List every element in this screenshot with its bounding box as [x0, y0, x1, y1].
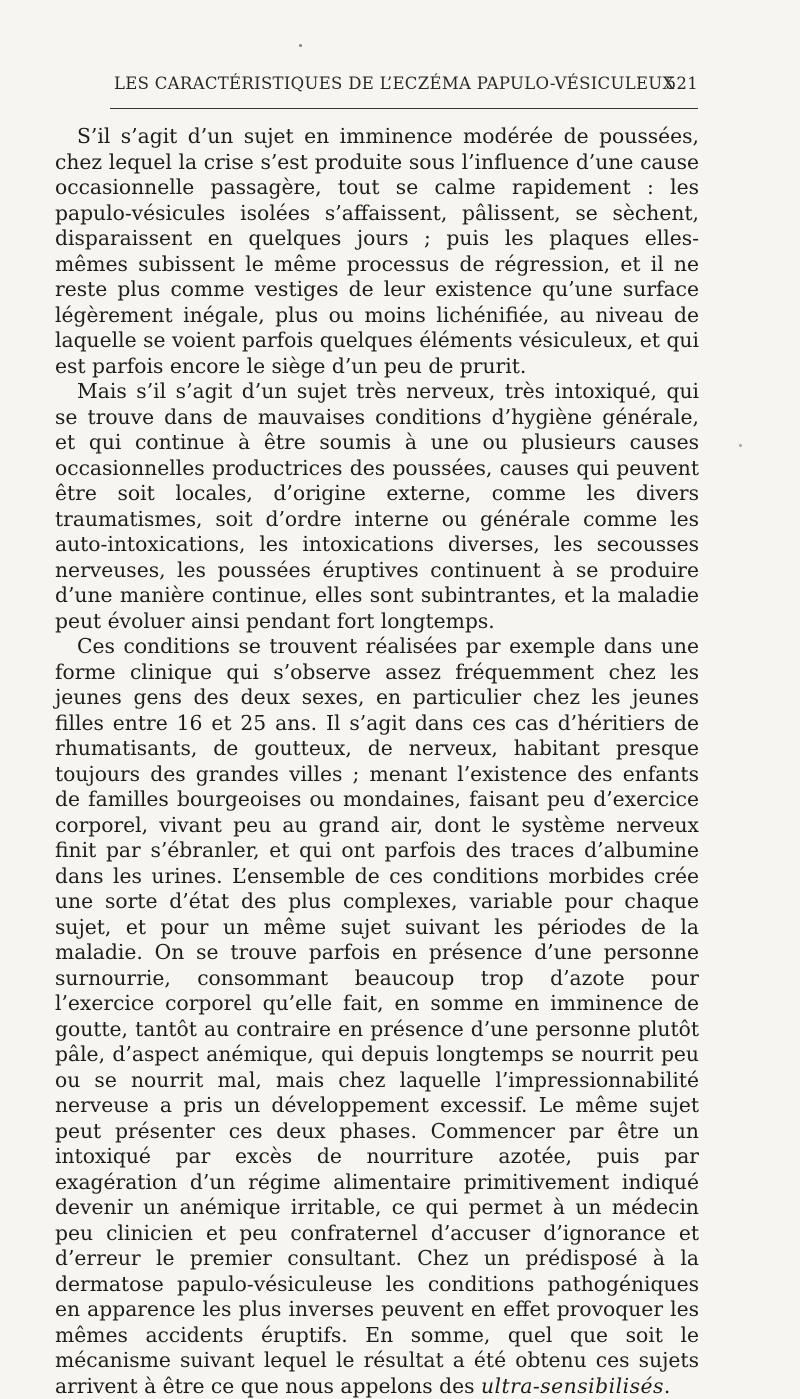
paragraph-3-text: Ces conditions se trouvent réalisées par exemple dans une forme clinique qui s’observe assez fréquemment chez les jeunes gens des deux sexes, en particulier chez les jeunes filles entre 16 et 25 ans. Il s’agit dans ces cas d’héritiers de rhumatisants, de goutteux, de nerveux, habitant presque toujours des grandes villes ; menant l’existence des enfants de familles bourgeoises ou mondaines, faisant peu d’exercice corporel, vivant peu au grand air, dont le système nerveux finit par s’ébranler, et qui ont parfois des traces d’albumine dans les urines. L’ensemble de ces conditions morbides crée une sorte d’état des plus complexes, variable pour chaque sujet, et pour un même sujet suivant les périodes de la maladie. On se trouve parfois en présence d’une personne surnourrie, consommant beaucoup trop d’azote pour l’exercice corporel qu’elle fait, en somme en imminence de goutte, tantôt au contraire en présence d’une personne plutôt pâle, d’aspect anémique, qui depuis longtemps se nourrit peu ou se nourrit mal, mais chez laquelle l’impressionnabilité nerveuse a pris un développement excessif. Le même sujet peut présenter ces deux phases. Commencer par être un intoxiqué par excès de nourriture azotée, puis par exagération d’un régime alimentaire primitivement indiqué devenir un anémique irritable, ce qui permet à un médecin peu clinicien et peu confraternel d’accuser d’ignorance et d’erreur le premier consultant. Chez un prédisposé à la dermatose papulo-vésiculeuse les conditions pathogéniques en apparence les plus inverses peuvent en effet provoquer les mêmes accidents éruptifs. En somme, quel que soit le mécanisme suivant lequel le résultat a été obtenu ces sujets arrivent à être ce que nous appelons des — [55, 634, 699, 1398]
paragraph-3-end: . — [663, 1373, 671, 1398]
page-number: 521 — [665, 74, 698, 93]
paragraph-1: S’il s’agit d’un sujet en imminence modérée de poussées, chez lequel la crise s’est produite sous l’influence d’une cause occasionnelle passagère, tout se calme rapidement : les papulo-vésicules isolées s’affaissent, pâlissent, se sèchent, disparaissent en quelques jours ; puis les plaques elles-mêmes subissent le même processus de régression, et il ne reste plus comme vestiges de leur existence qu’une surface légèrement inégale, plus ou moins lichénifiée, au niveau de laquelle se voient parfois quelques éléments vésiculeux, et qui est parfois encore le siège d’un peu de prurit. — [55, 124, 699, 378]
paragraph-2: Mais s’il s’agit d’un sujet très nerveux, très intoxiqué, qui se trouve dans de mauvaises conditions d’hygiène générale, et qui continue à être soumis à une ou plusieurs causes occasionnelles productrices des poussées, causes qui peuvent être soit locales, d’origine externe, comme les divers traumatismes, soit d’ordre interne ou générale comme les auto-intoxications, les intoxications diverses, les secousses nerveuses, les poussées éruptives continuent à se produire d’une manière continue, elles sont subintrantes, et la maladie peut évoluer ainsi pendant fort longtemps. — [55, 379, 699, 633]
paragraph-3 — [55, 634, 699, 1399]
header-rule — [110, 108, 698, 109]
running-head — [114, 74, 698, 100]
paper-speck — [299, 44, 302, 47]
paper-speck — [739, 444, 742, 447]
running-title: LES CARACTÉRISTIQUES DE L’ECZÉMA PAPULO-VÉSICULEUX — [114, 74, 675, 93]
body-text — [55, 124, 699, 1399]
emphasis-ultra-sensibilises: ultra-sensibilisés — [480, 1373, 664, 1398]
